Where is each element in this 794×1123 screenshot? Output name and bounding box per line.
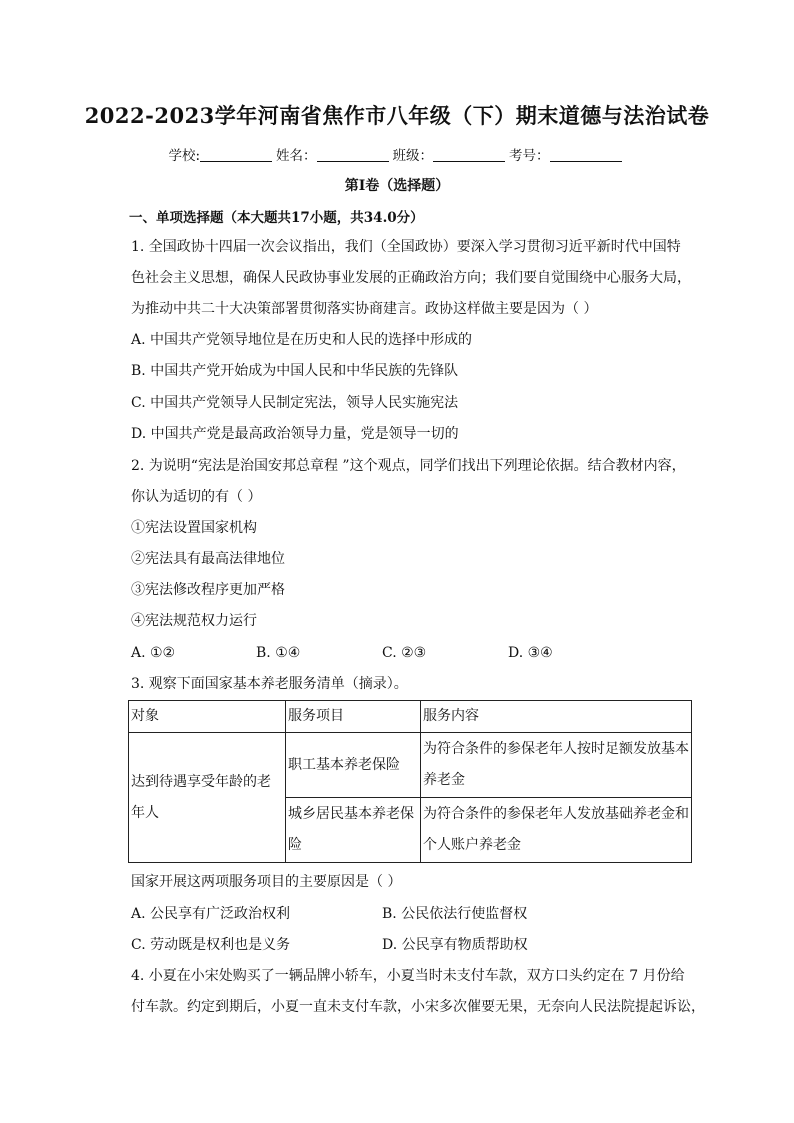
q3-option-a: A. 公民享有广泛政治权利: [131, 906, 291, 922]
q2-statement-2: ②宪法具有最高法律地位: [131, 551, 285, 567]
table-content-cell: 为符合条件的参保老年人发放基础养老金和个人账户养老金: [421, 798, 692, 863]
school-blank[interactable]: [200, 147, 272, 162]
part-title: 一、单项选择题（本大题共17小题，共34.0分）: [129, 210, 424, 226]
table-content-cell: 为符合条件的参保老年人按时足额发放基本养老金: [421, 733, 692, 798]
pension-service-table: [128, 700, 692, 863]
q2-option-d: D. ③④: [508, 645, 553, 661]
q3-option-c: C. 劳动既是权利也是义务: [131, 937, 291, 953]
q2-option-c: C. ②③: [382, 645, 427, 661]
q2-line-2: 你认为适切的有（ ）: [131, 489, 262, 505]
q2-statement-4: ④宪法规范权力运行: [131, 613, 257, 629]
school-label: 学校:: [168, 148, 201, 164]
q3-option-b: B. 公民依法行使监督权: [382, 906, 528, 922]
section-title: 第I卷（选择题）: [344, 178, 450, 194]
table-item-cell: 职工基本养老保险: [286, 733, 421, 798]
student-info-row: [0, 144, 794, 164]
class-label: 班级：: [392, 148, 434, 164]
q1-line-2: 色社会主义思想，确保人民政协事业发展的正确政治方向；我们要自觉围绕中心服务大局，: [131, 270, 691, 286]
name-label: 姓名：: [276, 148, 317, 164]
class-blank[interactable]: [433, 147, 505, 162]
exam-title: 2022-2023学年河南省焦作市八年级（下）期末道德与法治试卷: [84, 103, 710, 128]
q1-line-3: 为推动中共二十大决策部署贯彻落实协商建言。政协这样做主要是因为（ ）: [131, 301, 598, 317]
table-header-cell: 服务项目: [286, 701, 421, 733]
q2-statement-1: ①宪法设置国家机构: [131, 520, 257, 536]
q1-option-b: B. 中国共产党开始成为中国人民和中华民族的先锋队: [131, 363, 459, 379]
q1-option-c: C. 中国共产党领导人民制定宪法，领导人民实施宪法: [131, 395, 459, 411]
q2-option-a: A. ①②: [131, 645, 176, 661]
exam-no-blank[interactable]: [550, 147, 622, 162]
table-header-cell: 服务内容: [421, 701, 692, 733]
table-header-row: [129, 701, 692, 733]
table-row: [129, 733, 692, 798]
q4-line-2: 付车款。约定到期后，小夏一直未支付车款，小宋多次催要无果，无奈向人民法院提起诉讼，: [131, 999, 705, 1015]
q2-statement-3: ③宪法修改程序更加严格: [131, 582, 285, 598]
table-header-cell: 对象: [129, 701, 286, 733]
exam-no-label: 考号：: [509, 148, 550, 164]
table-subject-cell: 达到待遇享受年龄的老年人: [129, 733, 286, 863]
q2-option-b: B. ①④: [256, 645, 301, 661]
name-blank[interactable]: [317, 147, 389, 162]
q3-line-1: 3. 观察下面国家基本养老服务清单（摘录）。: [131, 676, 408, 692]
table-item-cell: 城乡居民基本养老保险: [286, 798, 421, 863]
q3-option-d: D. 公民享有物质帮助权: [382, 937, 528, 953]
q2-line-1: 2. 为说明“宪法是治国安邦总章程 ”这个观点，同学们找出下列理论依据。结合教材内容，: [131, 458, 686, 474]
q1-option-d: D. 中国共产党是最高政治领导力量，党是领导一切的: [131, 426, 459, 442]
q3-stem: 国家开展这两项服务项目的主要原因是（ ）: [131, 874, 402, 890]
q1-line-1: 1. 全国政协十四届一次会议指出，我们（全国政协）要深入学习贯彻习近平新时代中国特: [131, 239, 681, 255]
q4-line-1: 4. 小夏在小宋处购买了一辆品牌小轿车，小夏当时未支付车款，双方口头约定在 7 月份给: [131, 968, 685, 984]
q1-option-a: A. 中国共产党领导地位是在历史和人民的选择中形成的: [131, 332, 473, 348]
